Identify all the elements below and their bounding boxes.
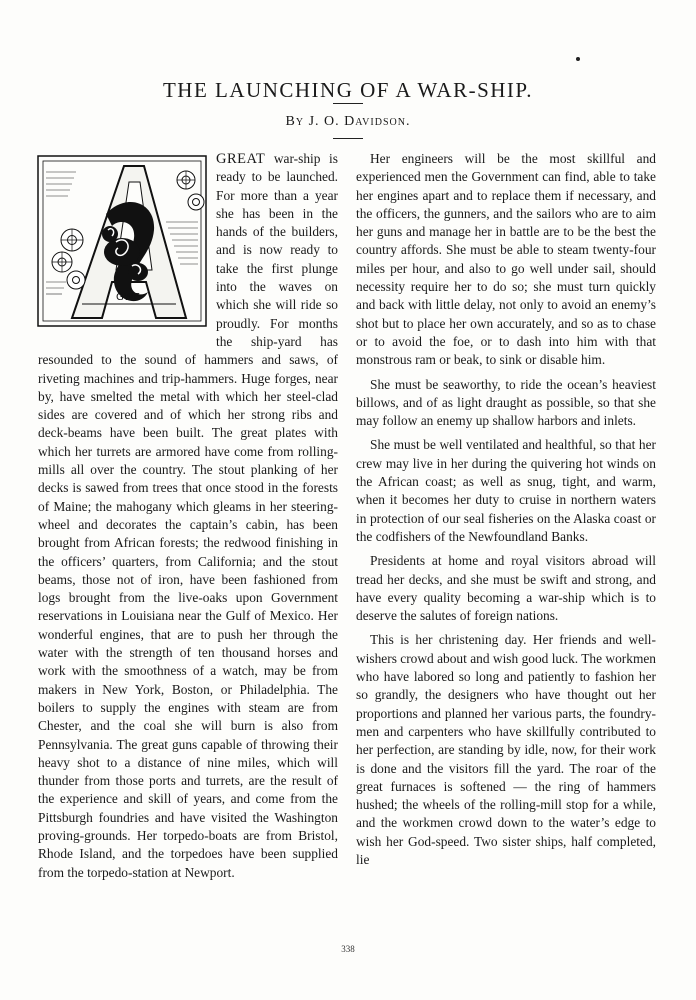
monogram-text: GWE [116, 292, 140, 303]
byline-rule [333, 138, 363, 139]
title-rule [333, 103, 363, 104]
first-word: GREAT [216, 151, 266, 167]
right-column [356, 150, 656, 875]
byline: By J. O. Davidson. [285, 114, 411, 129]
left-column-text: war-ship is ready to be launched. For more than a year she has been in the hands of the builders, and is now ready to take the first plunge into the waves on which she will ride so proudly. For months the ship-yard has resounded to the sound of hammers and saws, of riveting machines and trip-hammers. Huge forges, near by, have smelted the metal with which her steel-clad sides are covered and of which her strong ribs and deck-beams have been built. The great plates with which her turrets are armored have come from rolling-mills all over the country. The stout planking of her decks is sawed from trees that once stood in the forests of Maine; the mahogany which gleams in her steering-wheel and decorates the captain’s cabin, has been brought from African forests; the redwood finishing in the officers’ quarters, from California; and the stout beams, those not of iron, have been fashioned from logs brought from the live-oaks upon Government reservations in Louisiana near the Gulf of Mexico. Her wonderful engines, that are to push her through the water with the strength of ten thousand horses and work with the smoothness of a watch, may be from makers in New York, Boston, or Philadelphia. The boilers to supply the engines with steam are from Chester, and the coal she will burn is also from Pennsylvania. The great guns capable of throwing their heavy shot to a distance of nine miles, which will thunder from those ports and turrets, are the result of the experience and skill of years, and come from the Pittsburgh foundries and have visited the Washington proving-grounds. Her torpedo-boats are from Bristol, Rhode Island, and the torpedoes have been supplied from the torpedo-station at Newport. [38, 151, 338, 880]
article-title: THE LAUNCHING OF A WAR-SHIP. [162, 78, 534, 103]
page-number: 338 [341, 944, 355, 954]
left-column [38, 150, 338, 882]
right-paragraph-3: She must be well ventilated and healthful, so that her crew may live in her during the quivering hot winds on the African coast; as well as snug, tight, and warm, when it becomes her duty to cruise in northern waters in protection of our seal fisheries on the Alaska coast or the codfishers of the Newfoundland Banks. [356, 437, 656, 544]
right-paragraph-4: Presidents at home and royal visitors abroad will tread her decks, and she must be swift and strong, and have every quality becoming a war-ship which is to deserve the salutes of foreign nations. [356, 553, 656, 624]
right-paragraph-1: Her engineers will be the most skillful and experienced men the Government can find, able to take her engines apart and to replace them if necessary, and the officers, the gunners, and the sailors who are to aim her guns and manage her in battle are to be the best the country affords. She must be able to steam twenty-four miles per hour, and also to go well under sail, should necessity require her to do so; she must turn quickly and back with little delay, not only to avoid an enemy’s shot but to place her own accurately, and so as to chase or to avoid the foe, or to dash into him with that monstrous ram or beak, to sink or disable him. [356, 151, 656, 368]
right-paragraph-5: This is her christening day. Her friends and well-wishers crowd about and wish good luck. The workmen who have labored so long and patiently to fashion her so grandly, the designers who have thought out her proportions and planned her various parts, the foundry-men and carpenters who have skillfully contributed to her perfection, are standing by idle, now, for their work is done and the visitors fill the yard. The roar of the great furnaces is softened — the ring of hammers hushed; the wheels of the rolling-mill stop for a while, and the workmen crowd down to the water’s edge to wish her God-speed. Two sister ships, half completed, lie [356, 632, 656, 867]
illuminated-letter-icon [36, 152, 210, 332]
decorative-initial [36, 152, 210, 332]
ink-dot [576, 57, 580, 61]
right-paragraph-2: She must be seaworthy, to ride the ocean’s heaviest billows, and of as light draught as possible, so that she may follow an enemy up shallow harbors and inlets. [356, 376, 656, 429]
